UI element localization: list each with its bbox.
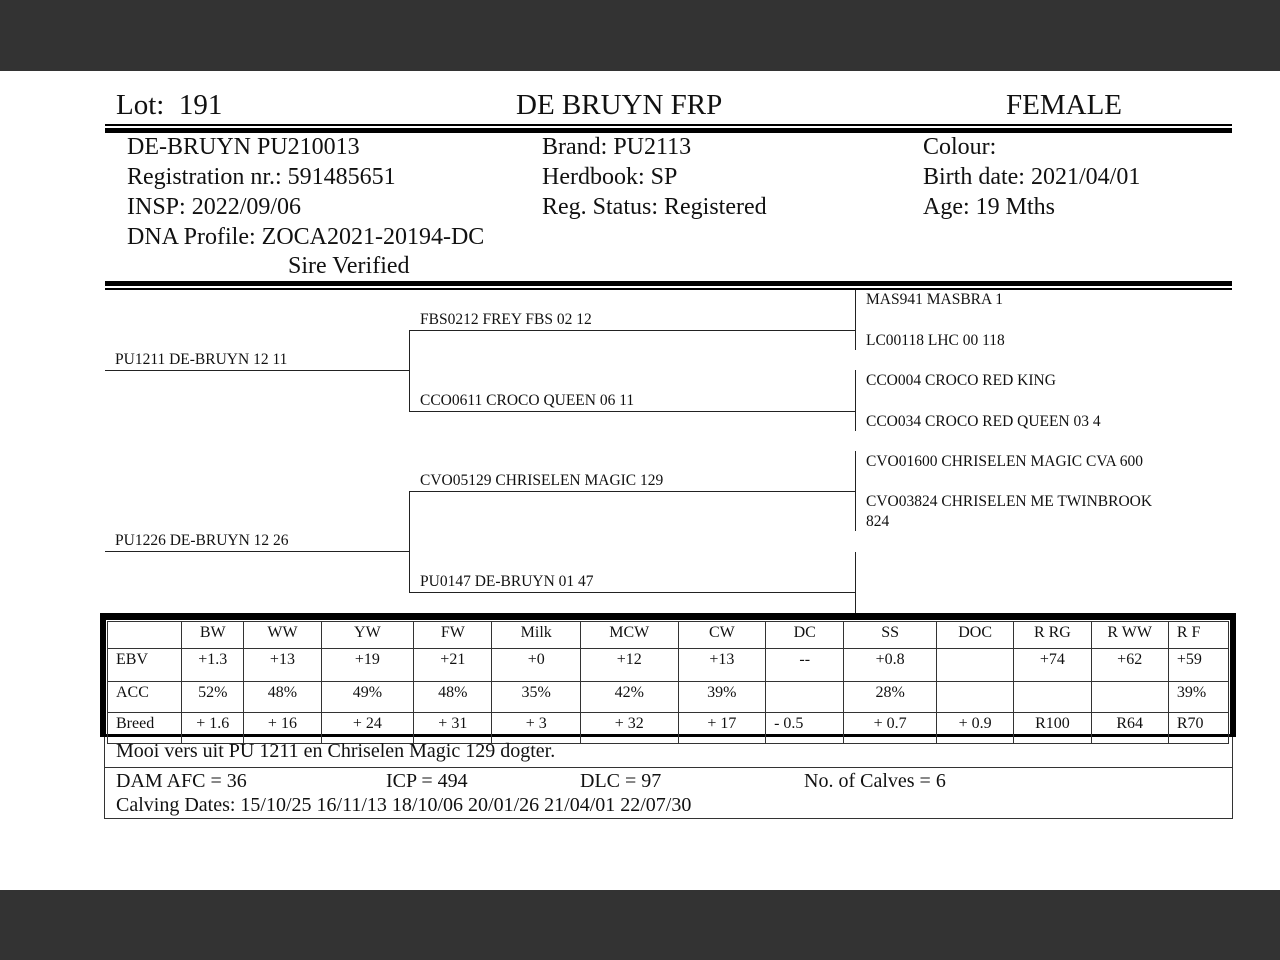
dam-dlc: DLC = 97 <box>580 770 662 792</box>
acc-cell: 39% <box>678 682 765 713</box>
birth-date: Birth date: 2021/04/01 <box>923 164 1141 190</box>
ebv-header-cell: FW <box>414 622 492 649</box>
pedigree-sire: PU1211 DE-BRUYN 12 11 <box>115 351 288 368</box>
acc-cell: 52% <box>182 682 244 713</box>
calving-dates: Calving Dates: 15/10/25 16/11/13 18/10/06 20/01/26 21/04/01 22/07/30 <box>116 794 692 816</box>
ebv-cell: +13 <box>678 649 765 682</box>
ebv-header-row <box>108 622 1229 649</box>
remarks: Mooi vers uit PU 1211 en Chriselen Magic 129 dogter. <box>116 740 556 762</box>
viewer-top-bar <box>0 0 1280 71</box>
ebv-header-cell: CW <box>678 622 765 649</box>
breed-row-label: Breed <box>108 713 182 744</box>
breed-cell: + 0.9 <box>936 713 1013 744</box>
breeder-name: DE BRUYN FRP <box>516 89 723 121</box>
sire-dam-line <box>409 411 855 412</box>
dam-line <box>105 551 410 552</box>
pedigree-dam: PU1226 DE-BRUYN 12 26 <box>115 532 289 549</box>
ebv-cell: +59 <box>1168 649 1228 682</box>
ebv-cell: +0.8 <box>844 649 937 682</box>
ebv-cell: +62 <box>1091 649 1168 682</box>
viewer-bottom-bar <box>0 890 1280 960</box>
breed-cell: + 24 <box>321 713 414 744</box>
pedigree-ds-dam: CVO03824 CHRISELEN ME TWINBROOK <box>866 493 1153 510</box>
ebv-header-cell: R F <box>1168 622 1228 649</box>
inspection-date: INSP: 2022/09/06 <box>127 194 302 220</box>
breed-cell: R100 <box>1014 713 1091 744</box>
ebv-table <box>107 621 1229 744</box>
acc-row-label: ACC <box>108 682 182 713</box>
acc-cell: 49% <box>321 682 414 713</box>
sire-bracket <box>409 330 410 412</box>
ebv-cell: +0 <box>492 649 581 682</box>
acc-cell <box>766 682 844 713</box>
dam-bracket <box>409 491 410 593</box>
ebv-cell: +21 <box>414 649 492 682</box>
ebv-cell: +74 <box>1014 649 1091 682</box>
pedigree-dam-dam: PU0147 DE-BRUYN 01 47 <box>420 573 594 590</box>
ebv-cell: -- <box>766 649 844 682</box>
ebv-cell: +12 <box>580 649 678 682</box>
ebv-header-cell: DC <box>766 622 844 649</box>
breed-cell: + 31 <box>414 713 492 744</box>
pedigree-sd-sire: CCO004 CROCO RED KING <box>866 372 1056 389</box>
acc-cell <box>1091 682 1168 713</box>
breed-cell: R64 <box>1091 713 1168 744</box>
acc-cell <box>936 682 1013 713</box>
sire-line <box>105 370 410 371</box>
colour: Colour: <box>923 134 997 160</box>
ebv-cell: +1.3 <box>182 649 244 682</box>
ebv-header-cell: Milk <box>492 622 581 649</box>
ebv-row-label: EBV <box>108 649 182 682</box>
sire-sire-line <box>409 330 855 331</box>
ebv-cell: +19 <box>321 649 414 682</box>
info-rule <box>105 281 1232 290</box>
ebv-header-cell: MCW <box>580 622 678 649</box>
ebv-header-cell <box>108 622 182 649</box>
dna-profile: DNA Profile: ZOCA2021-20194-DC <box>127 224 485 250</box>
lot-label <box>116 88 222 122</box>
breed-cell: + 1.6 <box>182 713 244 744</box>
ebv-header-cell: R WW <box>1091 622 1168 649</box>
ebv-header-cell: R RG <box>1014 622 1091 649</box>
pedigree-sire-dam: CCO0611 CROCO QUEEN 06 11 <box>420 392 635 409</box>
registration-number: Registration nr.: 591485651 <box>127 164 396 190</box>
brand: Brand: PU2113 <box>542 134 692 160</box>
breed-cell: + 3 <box>492 713 581 744</box>
ebv-header-cell: BW <box>182 622 244 649</box>
dam-calves: No. of Calves = 6 <box>804 770 946 792</box>
pedigree-ds-sire: CVO01600 CHRISELEN MAGIC CVA 600 <box>866 453 1144 470</box>
pedigree-ss-dam: LC00118 LHC 00 118 <box>866 332 1005 349</box>
acc-cell <box>1014 682 1091 713</box>
lot-label-text: Lot: <box>116 89 165 121</box>
acc-cell: 35% <box>492 682 581 713</box>
pedigree-ds-dam-cont: 824 <box>866 513 890 530</box>
ebv-cell: +13 <box>244 649 321 682</box>
animal-sex: FEMALE <box>1006 89 1122 121</box>
dam-afc: DAM AFC = 36 <box>116 770 247 792</box>
dam-icp: ICP = 494 <box>386 770 468 792</box>
acc-cell: 42% <box>580 682 678 713</box>
dd-bracket <box>855 552 856 613</box>
pedigree-dam-sire: CVO05129 CHRISELEN MAGIC 129 <box>420 472 664 489</box>
ebv-header-cell: SS <box>844 622 937 649</box>
pedigree-sire-sire: FBS0212 FREY FBS 02 12 <box>420 311 592 328</box>
breed-cell: + 0.7 <box>844 713 937 744</box>
ebv-header-cell: WW <box>244 622 321 649</box>
breed-cell: + 16 <box>244 713 321 744</box>
ebv-row <box>108 649 1229 682</box>
herdbook: Herdbook: SP <box>542 164 678 190</box>
acc-cell: 48% <box>244 682 321 713</box>
breed-cell: + 32 <box>580 713 678 744</box>
age: Age: 19 Mths <box>923 194 1055 220</box>
breed-cell: + 17 <box>678 713 765 744</box>
acc-cell: 48% <box>414 682 492 713</box>
pedigree-ss-sire: MAS941 MASBRA 1 <box>866 291 1003 308</box>
breed-cell: - 0.5 <box>766 713 844 744</box>
acc-cell: 28% <box>844 682 937 713</box>
sd-bracket <box>855 370 856 431</box>
breed-cell: R70 <box>1168 713 1228 744</box>
ss-bracket <box>855 290 856 350</box>
registration-status: Reg. Status: Registered <box>542 194 767 220</box>
ebv-header-cell: DOC <box>936 622 1013 649</box>
dam-dam-line <box>409 592 855 593</box>
ds-bracket <box>855 451 856 531</box>
acc-cell: 39% <box>1168 682 1228 713</box>
dam-sire-line <box>409 491 855 492</box>
ebv-header-cell: YW <box>321 622 414 649</box>
acc-row <box>108 682 1229 713</box>
ebv-cell <box>936 649 1013 682</box>
lot-number: 191 <box>178 89 223 121</box>
animal-name: DE-BRUYN PU210013 <box>127 134 360 160</box>
dna-status: Sire Verified <box>288 253 410 279</box>
pedigree-sd-dam: CCO034 CROCO RED QUEEN 03 4 <box>866 413 1101 430</box>
